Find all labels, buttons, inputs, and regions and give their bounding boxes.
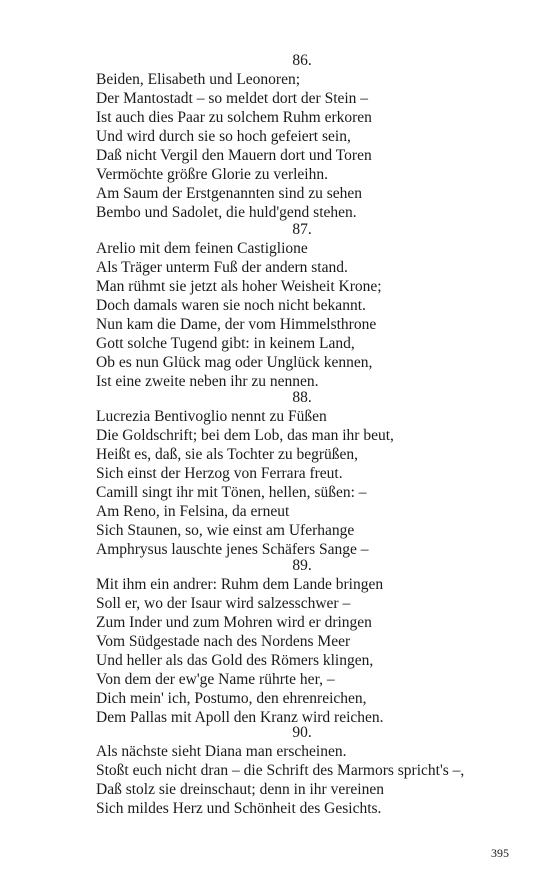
verse-line: Amphrysus lauschte jenes Schäfers Sange –: [96, 541, 369, 558]
verse-line: Lucrezia Bentivoglio nennt zu Füßen: [96, 408, 327, 425]
verse-line: Man rühmt sie jetzt als hoher Weisheit Krone;: [96, 278, 382, 295]
verse-line: Daß stolz sie dreinschaut; denn in ihr vereinen: [96, 781, 384, 798]
verse-line: Soll er, wo der Isaur wird salzesschwer –: [96, 595, 351, 612]
verse-line: Dich mein' ich, Postumo, den ehrenreichen,: [96, 690, 367, 707]
verse-line: Der Mantostadt – so meldet dort der Stein –: [96, 90, 369, 107]
stanza-number: 87.: [292, 221, 312, 238]
stanza-89: [96, 556, 516, 727]
verse-line: Ist auch dies Paar zu solchem Ruhm erkoren: [96, 109, 372, 126]
stanza-number: 90.: [292, 724, 312, 741]
verse-line: Arelio mit dem feinen Castiglione: [96, 240, 308, 257]
verse-line: Als Träger unterm Fuß der andern stand.: [96, 259, 348, 276]
verse-line: Nun kam die Dame, der vom Himmelsthrone: [96, 316, 377, 333]
stanza-number: 89.: [292, 557, 312, 574]
verse-line: Doch damals waren sie noch nicht bekannt.: [96, 297, 366, 314]
stanza-number: 86.: [292, 52, 312, 69]
verse-line: Ob es nun Glück mag oder Unglück kennen,: [96, 354, 373, 371]
verse-line: Und heller als das Gold des Römers klingen,: [96, 652, 374, 669]
verse-line: Am Reno, in Felsina, da erneut: [96, 503, 290, 520]
verse-line: Bembo und Sadolet, die huld'gend stehen.: [96, 204, 357, 221]
verse-line: Mit ihm ein andrer: Ruhm dem Lande bringen: [96, 576, 384, 593]
verse-line: Sich Staunen, so, wie einst am Uferhange: [96, 522, 355, 539]
verse-line: Gott solche Tugend gibt: in keinem Land,: [96, 335, 355, 352]
verse-line: Daß nicht Vergil den Mauern dort und Toren: [96, 147, 372, 164]
stanza-number: 88.: [292, 389, 312, 406]
stanza-90: [96, 723, 516, 818]
verse-line: Sich einst der Herzog von Ferrara freut.: [96, 465, 343, 482]
verse-line: Stoßt euch nicht dran – die Schrift des Marmors spricht's –,: [96, 762, 465, 779]
verse-line: Vermöchte größre Glorie zu verleihn.: [96, 166, 328, 183]
page-number: 395: [491, 846, 509, 860]
verse-line: Die Goldschrift; bei dem Lob, das man ihr beut,: [96, 427, 394, 444]
verse-line: Sich mildes Herz und Schönheit des Gesichts.: [96, 800, 382, 817]
stanza-87: [96, 220, 516, 391]
verse-line: Camill singt ihr mit Tönen, hellen, süßen: –: [96, 484, 367, 501]
verse-line: Dem Pallas mit Apoll den Kranz wird reichen.: [96, 709, 384, 726]
verse-line: Am Saum der Erstgenannten sind zu sehen: [96, 185, 363, 202]
verse-line: Von dem der ew'ge Name rührte her, –: [96, 671, 335, 688]
verse-line: Beiden, Elisabeth und Leonoren;: [96, 71, 301, 88]
verse-line: Und wird durch sie so hoch gefeiert sein,: [96, 128, 351, 145]
verse-line: Ist eine zweite neben ihr zu nennen.: [96, 373, 319, 390]
stanza-86: [96, 51, 516, 222]
verse-line: Heißt es, daß, sie als Tochter zu begrüßen,: [96, 446, 359, 463]
stanza-88: [96, 388, 516, 559]
verse-line: Vom Südgestade nach des Nordens Meer: [96, 633, 351, 650]
verse-line: Als nächste sieht Diana man erscheinen.: [96, 743, 347, 760]
verse-line: Zum Inder und zum Mohren wird er dringen: [96, 614, 372, 631]
